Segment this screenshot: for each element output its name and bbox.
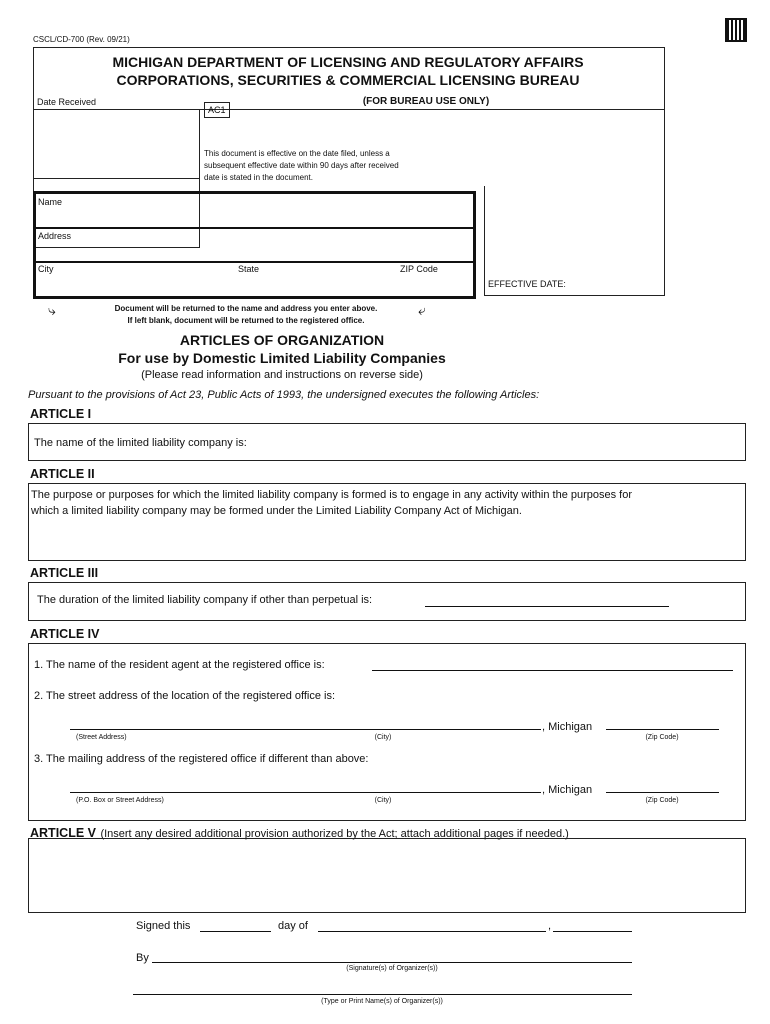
article-ii-text: The purpose or purposes for which the limited liability company is formed is to engage in any activity within the purposes for which a limited liability company may be formed under the Limited Liability Company Act of Michigan. <box>31 489 633 517</box>
street-address-label: (Street Address) <box>76 734 127 741</box>
signed-this-label: Signed this <box>136 920 191 932</box>
effective-note: This document is effective on the date filed, unless a subsequent effective date within 90 days after received date is stated in the document. <box>204 149 399 182</box>
name-field[interactable] <box>36 208 472 226</box>
zip-label: ZIP Code <box>400 264 438 274</box>
comma: , <box>548 920 552 932</box>
state-label: State <box>238 264 260 274</box>
effective-date-label: EFFECTIVE DATE: <box>488 279 566 289</box>
mailing-address-field[interactable] <box>70 792 541 793</box>
zip-code-label-2: (Zip Code) <box>645 734 679 741</box>
pursuant-text: Pursuant to the provisions of Act 23, Public Acts of 1993, the undersigned executes the following Articles: <box>28 389 540 401</box>
article-iv-item3: 3. The mailing address of the registered office if different than above: <box>34 753 369 765</box>
day-of-label: day of <box>278 920 308 932</box>
article-i-heading: ARTICLE I <box>30 407 92 421</box>
form-subtitle: For use by Domestic Limited Liability Companies <box>118 350 446 366</box>
city-label-3: (City) <box>374 797 392 804</box>
zip-code-label-3: (Zip Code) <box>645 797 679 804</box>
address-field[interactable] <box>36 242 472 260</box>
city-label: City <box>38 264 54 274</box>
registered-address-field[interactable] <box>70 729 541 730</box>
form-title: ARTICLES OF ORGANIZATION <box>179 332 385 348</box>
signed-day-field[interactable] <box>200 931 271 932</box>
article-iii-text: The duration of the limited liability company if other than perpetual is: <box>37 594 373 606</box>
article-v-box[interactable] <box>28 838 746 913</box>
printed-name-label: (Type or Print Name(s) of Organizer(s)) <box>321 998 443 1005</box>
mailing-zip-field[interactable] <box>606 792 719 793</box>
barcode-icon <box>727 20 745 40</box>
form-code: CSCL/CD-700 (Rev. 09/21) <box>33 35 130 44</box>
resident-agent-field[interactable] <box>372 670 733 671</box>
city-state-zip-field[interactable] <box>36 276 472 295</box>
return-note: Document will be returned to the name and address you enter above. If left blank, document will be returned to the registered office. <box>114 304 378 325</box>
signed-month-field[interactable] <box>318 931 546 932</box>
return-arrow-right-icon: ⤶ <box>418 302 426 318</box>
article-iv-item2: 2. The street address of the location of the registered office is: <box>34 690 336 702</box>
article-iv-item1: 1. The name of the resident agent at the registered office is: <box>34 659 325 671</box>
article-v-header: ARTICLE V (Insert any desired additional provision authorized by the Act; attach additional pages if needed.) <box>30 826 569 840</box>
article-ii-heading: ARTICLE II <box>30 467 95 481</box>
signed-year-field[interactable] <box>553 931 632 932</box>
header-line2: CORPORATIONS, SECURITIES & COMMERCIAL LICENSING BUREAU <box>116 72 580 88</box>
printed-name-field[interactable] <box>133 994 632 995</box>
return-arrow-left-icon: ⤷ <box>48 302 56 318</box>
header-line1: MICHIGAN DEPARTMENT OF LICENSING AND REGULATORY AFFAIRS <box>112 54 584 70</box>
michigan-label: , Michigan <box>542 721 593 733</box>
signature-label: (Signature(s) of Organizer(s)) <box>346 965 438 972</box>
ac1-box: AC1 <box>204 102 230 118</box>
registered-zip-field[interactable] <box>606 729 719 730</box>
bureau-use-only: (FOR BUREAU USE ONLY) <box>362 96 490 107</box>
instructions-note: (Please read information and instructions on reverse side) <box>141 369 423 381</box>
date-received-box[interactable] <box>33 109 200 179</box>
pobox-label: (P.O. Box or Street Address) <box>76 797 164 804</box>
date-received-label: Date Received <box>37 97 97 107</box>
city-label-2: (City) <box>374 734 392 741</box>
article-iv-heading: ARTICLE IV <box>30 627 100 641</box>
signature-field[interactable] <box>152 962 632 963</box>
article-i-text: The name of the limited liability company is: <box>34 437 247 449</box>
article-iii-heading: ARTICLE III <box>30 566 99 580</box>
michigan-label-2: , Michigan <box>542 784 593 796</box>
duration-field[interactable] <box>425 606 669 607</box>
name-label: Name <box>38 197 63 207</box>
by-label: By <box>136 952 149 964</box>
address-label: Address <box>38 231 72 241</box>
